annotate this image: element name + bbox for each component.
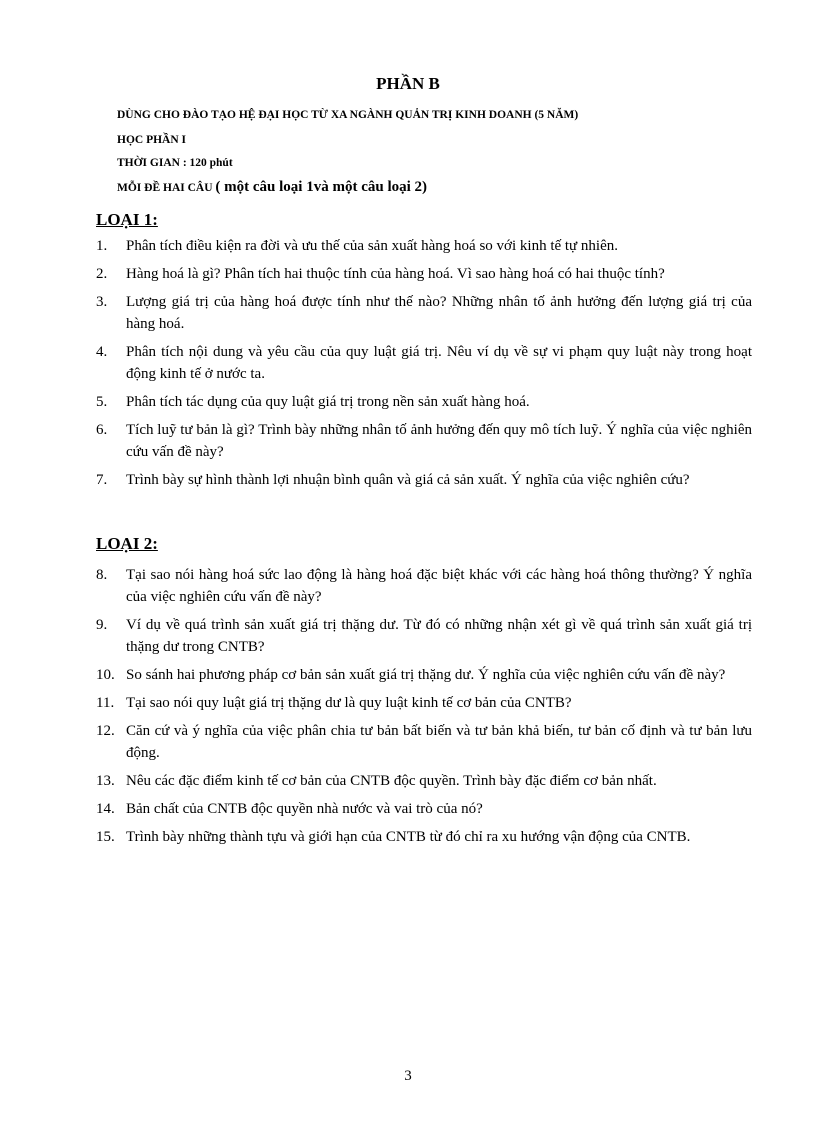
- question-number: 11.: [96, 695, 115, 711]
- question-text: Căn cứ và ý nghĩa của việc phân chia tư bản bất biến và tư bản khả biến, tư bản cố định và tư bản lưu động.: [126, 723, 752, 761]
- question-number: 1.: [96, 238, 108, 254]
- question-item: [96, 564, 752, 608]
- question-item: [96, 798, 752, 820]
- question-text: Trình bày sự hình thành lợi nhuận bình quân và giá cả sản xuất. Ý nghĩa của việc nghiên cứu?: [126, 472, 690, 488]
- question-list-loai-2: [96, 564, 752, 854]
- module-line: HỌC PHẦN I: [117, 134, 186, 146]
- program-line: DÙNG CHO ĐÀO TẠO HỆ ĐẠI HỌC TỪ XA NGÀNH QUẢN TRỊ KINH DOANH (5 NĂM): [117, 109, 579, 121]
- question-number: 2.: [96, 266, 108, 282]
- section-title-loai-1: LOẠI 1:: [96, 210, 158, 229]
- question-text: Hàng hoá là gì? Phân tích hai thuộc tính của hàng hoá. Vì sao hàng hoá có hai thuộc tính?: [126, 266, 665, 282]
- question-item: [96, 263, 752, 285]
- question-number: 13.: [96, 773, 115, 789]
- question-item: [96, 826, 752, 848]
- question-number: 6.: [96, 422, 108, 438]
- question-text: Trình bày những thành tựu và giới hạn của CNTB từ đó chỉ ra xu hướng vận động của CNTB.: [126, 829, 691, 845]
- question-item: [96, 391, 752, 413]
- question-item: [96, 720, 752, 764]
- question-text: Bản chất của CNTB độc quyền nhà nước và vai trò của nó?: [126, 801, 483, 817]
- question-number: 15.: [96, 829, 115, 845]
- page-number: 3: [404, 1068, 412, 1084]
- question-item: [96, 341, 752, 385]
- question-text: Phân tích nội dung và yêu cầu của quy luật giá trị. Nêu ví dụ về sự vi phạm quy luật này trong hoạt động kinh tế ở nước ta.: [126, 344, 752, 382]
- question-text: Tại sao nói hàng hoá sức lao động là hàng hoá đặc biệt khác với các hàng hoá thông thường? Ý nghĩa của việc nghiên cứu vấn đề này?: [126, 567, 752, 605]
- question-text: Nêu các đặc điểm kinh tế cơ bản của CNTB độc quyền. Trình bày đặc điểm cơ bản nhất.: [126, 773, 657, 789]
- question-count-suffix: ( một câu loại 1và một câu loại 2): [215, 179, 428, 195]
- question-text: Phân tích tác dụng của quy luật giá trị trong nền sản xuất hàng hoá.: [126, 394, 530, 410]
- question-count-prefix: MỖI ĐỀ HAI CÂU: [117, 182, 213, 194]
- question-number: 5.: [96, 394, 108, 410]
- question-item: [96, 469, 752, 491]
- question-item: [96, 614, 752, 658]
- question-item: [96, 235, 752, 257]
- page-title: PHẦN B: [376, 74, 440, 93]
- question-number: 10.: [96, 667, 115, 683]
- question-number: 4.: [96, 344, 108, 360]
- time-line: THỜI GIAN : 120 phút: [117, 157, 233, 169]
- question-list-loai-1: [96, 235, 752, 497]
- question-text: So sánh hai phương pháp cơ bản sản xuất giá trị thặng dư. Ý nghĩa của việc nghiên cứu vấn đề này?: [126, 667, 726, 683]
- question-item: [96, 291, 752, 335]
- question-text: Tích luỹ tư bản là gì? Trình bày những nhân tố ảnh hưởng đến quy mô tích luỹ. Ý nghĩa của việc nghiên cứu vấn đề này?: [126, 422, 752, 460]
- question-number: 9.: [96, 617, 108, 633]
- question-text: Ví dụ về quá trình sản xuất giá trị thặng dư. Từ đó có những nhận xét gì về quá trình sản xuất giá trị thặng dư trong CNTB?: [126, 617, 752, 655]
- question-number: 8.: [96, 567, 108, 583]
- question-text: Lượng giá trị của hàng hoá được tính như thế nào? Những nhân tố ảnh hưởng đến lượng giá trị của hàng hoá.: [126, 294, 752, 332]
- question-text: Phân tích điều kiện ra đời và ưu thế của sản xuất hàng hoá so với kinh tế tự nhiên.: [126, 238, 619, 254]
- question-number: 7.: [96, 472, 108, 488]
- question-number: 3.: [96, 294, 108, 310]
- question-item: [96, 664, 752, 686]
- question-text: Tại sao nói quy luật giá trị thặng dư là quy luật kinh tế cơ bản của CNTB?: [126, 695, 572, 711]
- question-item: [96, 419, 752, 463]
- section-title-loai-2: LOẠI 2:: [96, 534, 158, 553]
- question-number: 14.: [96, 801, 115, 817]
- question-count-line: [117, 179, 427, 196]
- question-number: 12.: [96, 723, 115, 739]
- question-item: [96, 692, 752, 714]
- question-item: [96, 770, 752, 792]
